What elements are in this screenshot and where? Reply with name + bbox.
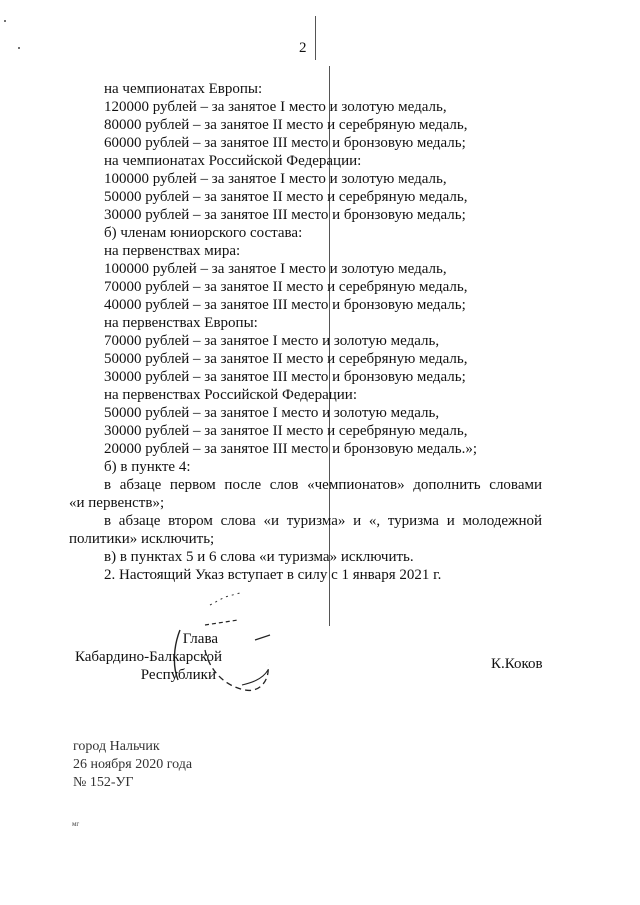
body-line: 50000 рублей – за занятое II место и серебряную медаль, bbox=[104, 351, 468, 367]
body-line: на первенствах мира: bbox=[104, 243, 241, 259]
typist-mark: мг bbox=[72, 820, 80, 828]
paragraph-line: «и первенств»; bbox=[69, 495, 165, 511]
scan-fold-line bbox=[315, 16, 316, 60]
paragraph-line: в абзаце первом после слов «чемпионатов» дополнить словами bbox=[104, 477, 542, 493]
signatory-title-line: Республики bbox=[140, 667, 216, 683]
footer-number: № 152-УГ bbox=[73, 775, 134, 790]
body-line: б) членам юниорского состава: bbox=[104, 225, 303, 241]
body-line: на чемпионатах Европы: bbox=[104, 81, 263, 97]
body-line: 50000 рублей – за занятое II место и серебряную медаль, bbox=[104, 189, 468, 205]
list-item: 2. Настоящий Указ вступает в силу с 1 января 2021 г. bbox=[104, 567, 442, 583]
body-line: 30000 рублей – за занятое III место и бронзовую медаль; bbox=[104, 207, 466, 223]
paragraph-line: политики» исключить; bbox=[69, 531, 215, 547]
footer-date: 26 ноября 2020 года bbox=[73, 757, 193, 772]
body-line: на первенствах Российской Федерации: bbox=[104, 387, 357, 403]
scan-dot bbox=[4, 20, 6, 22]
body-line: 50000 рублей – за занятое I место и золотую медаль, bbox=[104, 405, 440, 421]
body-line: б) в пункте 4: bbox=[104, 459, 191, 475]
signatory-title-line: Глава bbox=[182, 631, 218, 647]
page-number: 2 bbox=[299, 40, 307, 56]
paragraph-line: в абзаце втором слова «и туризма» и «, туризма и молодежной bbox=[104, 513, 542, 529]
list-item: в) в пунктах 5 и 6 слова «и туризма» исключить. bbox=[104, 549, 414, 565]
body-line: 70000 рублей – за занятое II место и серебряную медаль, bbox=[104, 279, 468, 295]
body-line: 80000 рублей – за занятое II место и серебряную медаль, bbox=[104, 117, 468, 133]
scan-dot bbox=[18, 47, 20, 49]
footer-city: город Нальчик bbox=[73, 739, 160, 754]
body-line: 70000 рублей – за занятое I место и золотую медаль, bbox=[104, 333, 440, 349]
body-line: 30000 рублей – за занятое II место и серебряную медаль, bbox=[104, 423, 468, 439]
body-line: 100000 рублей – за занятое I место и золотую медаль, bbox=[104, 261, 447, 277]
body-line: 120000 рублей – за занятое I место и золотую медаль, bbox=[104, 99, 447, 115]
body-line: 20000 рублей – за занятое III место и бронзовую медаль.»; bbox=[104, 441, 478, 457]
signatory-name: К.Коков bbox=[491, 656, 543, 672]
body-line: на чемпионатах Российской Федерации: bbox=[104, 153, 362, 169]
body-line: 100000 рублей – за занятое I место и золотую медаль, bbox=[104, 171, 447, 187]
signatory-title-line: Кабардино-Балкарской bbox=[74, 649, 222, 665]
body-line: 60000 рублей – за занятое III место и бронзовую медаль; bbox=[104, 135, 466, 151]
body-line: 30000 рублей – за занятое III место и бронзовую медаль; bbox=[104, 369, 466, 385]
body-line: на первенствах Европы: bbox=[104, 315, 258, 331]
body-line: 40000 рублей – за занятое III место и бронзовую медаль; bbox=[104, 297, 466, 313]
